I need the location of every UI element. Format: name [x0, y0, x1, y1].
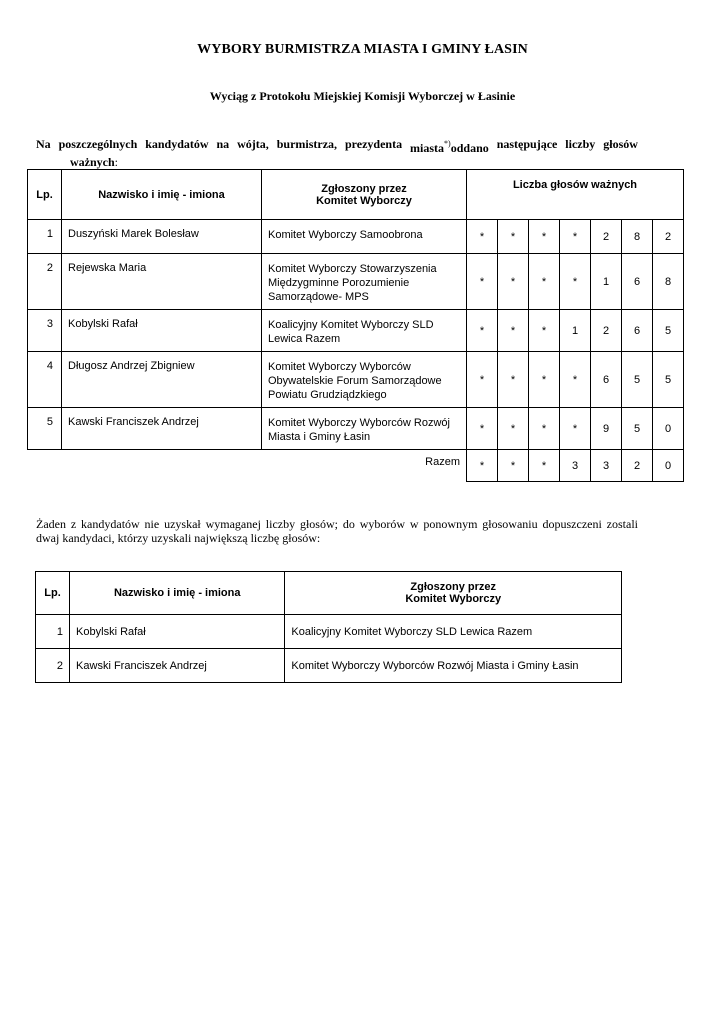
results-header-row — [28, 170, 684, 220]
row-committee-line: Komitet Wyborczy Wyborców Rozwój — [268, 417, 450, 429]
total-digit-cell: 3 — [591, 450, 622, 482]
vote-digit-cell: * — [529, 352, 560, 408]
vote-digit-cell: 8 — [653, 254, 684, 310]
row-lp: 4 — [28, 352, 62, 408]
vote-digit-cell: * — [529, 408, 560, 450]
vote-digit-cell: 0 — [653, 408, 684, 450]
runoff-header-name: Nazwisko i imię - imiona — [70, 572, 285, 615]
row-candidate-name: Kobylski Rafał — [62, 310, 262, 352]
row-committee-line: Komitet Wyborczy Wyborców — [268, 361, 411, 373]
row-lp: 5 — [28, 408, 62, 450]
runoff-row-committee: Komitet Wyborczy Wyborców Rozwój Miasta i Gminy Łasin — [285, 649, 622, 683]
runoff-header-committee-line1: Zgłoszony przez — [410, 581, 496, 593]
row-committee-line: Lewica Razem — [268, 333, 341, 345]
vote-digit-cell: * — [467, 352, 498, 408]
intro-word: kandydatów — [145, 137, 209, 151]
intro-word: prezydenta — [345, 137, 403, 151]
total-digit-cell: * — [529, 450, 560, 482]
results-row — [28, 352, 684, 408]
total-row — [28, 450, 684, 482]
vote-digit-cell: 6 — [622, 254, 653, 310]
vote-digit-cell: * — [498, 254, 529, 310]
results-row — [28, 310, 684, 352]
header-committee — [262, 170, 467, 220]
vote-digit-cell: * — [467, 310, 498, 352]
row-committee — [262, 352, 467, 408]
results-row — [28, 254, 684, 310]
document-title: WYBORY BURMISTRZA MIASTA I GMINY ŁASIN — [197, 42, 528, 57]
results-row — [28, 408, 684, 450]
vote-digit-cell: * — [529, 310, 560, 352]
total-label: Razem — [425, 456, 460, 468]
row-committee-line: Koalicyjny Komitet Wyborczy SLD — [268, 319, 434, 331]
vote-digit-cell: 6 — [622, 310, 653, 352]
vote-digit-cell: * — [560, 408, 591, 450]
row-committee-line: Powiatu Grudziądzkiego — [268, 389, 387, 401]
runoff-header-lp: Lp. — [36, 572, 70, 615]
vote-digit-cell: * — [498, 352, 529, 408]
vote-digit-cell: 5 — [653, 352, 684, 408]
row-candidate-name: Duszyński Marek Bolesław — [62, 220, 262, 254]
intro-word: burmistrza, — [276, 137, 338, 151]
row-committee — [262, 408, 467, 450]
vote-digit-cell: 2 — [591, 220, 622, 254]
footnote-mark: *) — [444, 139, 451, 148]
row-lp: 3 — [28, 310, 62, 352]
total-digit-cell: 3 — [560, 450, 591, 482]
vote-digit-cell: 8 — [622, 220, 653, 254]
vote-digit-cell: * — [529, 254, 560, 310]
runoff-row-candidate-name: Kawski Franciszek Andrzej — [70, 649, 285, 683]
row-committee — [262, 310, 467, 352]
header-name: Nazwisko i imię - imiona — [62, 170, 262, 220]
intro-word: następujące — [496, 137, 558, 151]
vote-digit-cell: * — [467, 254, 498, 310]
runoff-header-row — [36, 572, 622, 615]
vote-digit-cell: * — [529, 220, 560, 254]
header-lp: Lp. — [28, 170, 62, 220]
vote-digit-cell: * — [560, 352, 591, 408]
runoff-row-committee: Koalicyjny Komitet Wyborczy SLD Lewica Razem — [285, 615, 622, 649]
intro-colon: : — [114, 155, 119, 169]
runoff-row — [36, 615, 622, 649]
row-committee — [262, 254, 467, 310]
intro-text — [36, 137, 638, 169]
results-table — [27, 169, 684, 482]
vote-digit-cell: * — [498, 310, 529, 352]
vote-digit-cell: 6 — [591, 352, 622, 408]
vote-digit-cell: * — [498, 408, 529, 450]
runoff-paragraph: Żaden z kandydatów nie uzyskał wymaganej liczby głosów; do wyborów w ponownym głosowaniu dopuszczeni zostali dwaj kandydaci, którzy uzyskali największą liczbę głosów: — [36, 517, 638, 545]
total-digit-cell: * — [498, 450, 529, 482]
intro-word: głosów — [603, 137, 638, 151]
header-committee-line2: Komitet Wyborczy — [316, 194, 412, 207]
row-lp: 1 — [28, 220, 62, 254]
total-digit-cell: 0 — [653, 450, 684, 482]
row-committee-line: Komitet Wyborczy Stowarzyszenia — [268, 263, 437, 275]
row-committee-line: Komitet Wyborczy Samoobrona — [268, 229, 423, 241]
vote-digit-cell: 1 — [591, 254, 622, 310]
runoff-header-committee — [285, 572, 622, 615]
header-votes: Liczba głosów ważnych — [467, 170, 684, 220]
intro-word: miasta*)oddano — [410, 139, 489, 155]
vote-digit-cell: * — [560, 254, 591, 310]
runoff-row-candidate-name: Kobylski Rafał — [70, 615, 285, 649]
vote-digit-cell: 5 — [622, 408, 653, 450]
runoff-row — [36, 649, 622, 683]
intro-word: poszczególnych — [58, 137, 138, 151]
results-row — [28, 220, 684, 254]
vote-digit-cell: * — [467, 220, 498, 254]
row-candidate-name: Rejewska Maria — [62, 254, 262, 310]
row-committee — [262, 220, 467, 254]
row-candidate-name: Kawski Franciszek Andrzej — [62, 408, 262, 450]
vote-digit-cell: * — [560, 220, 591, 254]
runoff-row-lp: 2 — [36, 649, 70, 683]
intro-word: na — [216, 137, 230, 151]
row-committee-line: Miasta i Gminy Łasin — [268, 431, 371, 443]
row-committee-line: Samorządowe- MPS — [268, 291, 369, 303]
runoff-row-lp: 1 — [36, 615, 70, 649]
runoff-header-committee-line2: Komitet Wyborczy — [405, 593, 502, 605]
header-committee-line1: Zgłoszony przez — [321, 182, 407, 195]
vote-digit-cell: 5 — [622, 352, 653, 408]
row-lp: 2 — [28, 254, 62, 310]
vote-digit-cell: 1 — [560, 310, 591, 352]
intro-word: Na — [36, 137, 51, 151]
vote-digit-cell: * — [498, 220, 529, 254]
total-digit-cell: 2 — [622, 450, 653, 482]
vote-digit-cell: * — [467, 408, 498, 450]
total-digit-cell: * — [467, 450, 498, 482]
row-committee-line: Obywatelskie Forum Samorządowe — [268, 375, 442, 387]
intro-word: oddano — [450, 141, 489, 155]
vote-digit-cell: 5 — [653, 310, 684, 352]
intro-word: liczby — [565, 137, 596, 151]
intro-word: wójta, — [237, 137, 269, 151]
vote-digit-cell: 9 — [591, 408, 622, 450]
vote-digit-cell: 2 — [591, 310, 622, 352]
vote-digit-cell: 2 — [653, 220, 684, 254]
row-candidate-name: Długosz Andrzej Zbigniew — [62, 352, 262, 408]
intro-part3: ważnych — [70, 155, 115, 169]
runoff-table — [35, 571, 622, 683]
row-committee-line: Międzygminne Porozumienie — [268, 277, 410, 289]
document-subtitle: Wyciąg z Protokołu Miejskiej Komisji Wyborczej w Łasinie — [209, 89, 516, 103]
